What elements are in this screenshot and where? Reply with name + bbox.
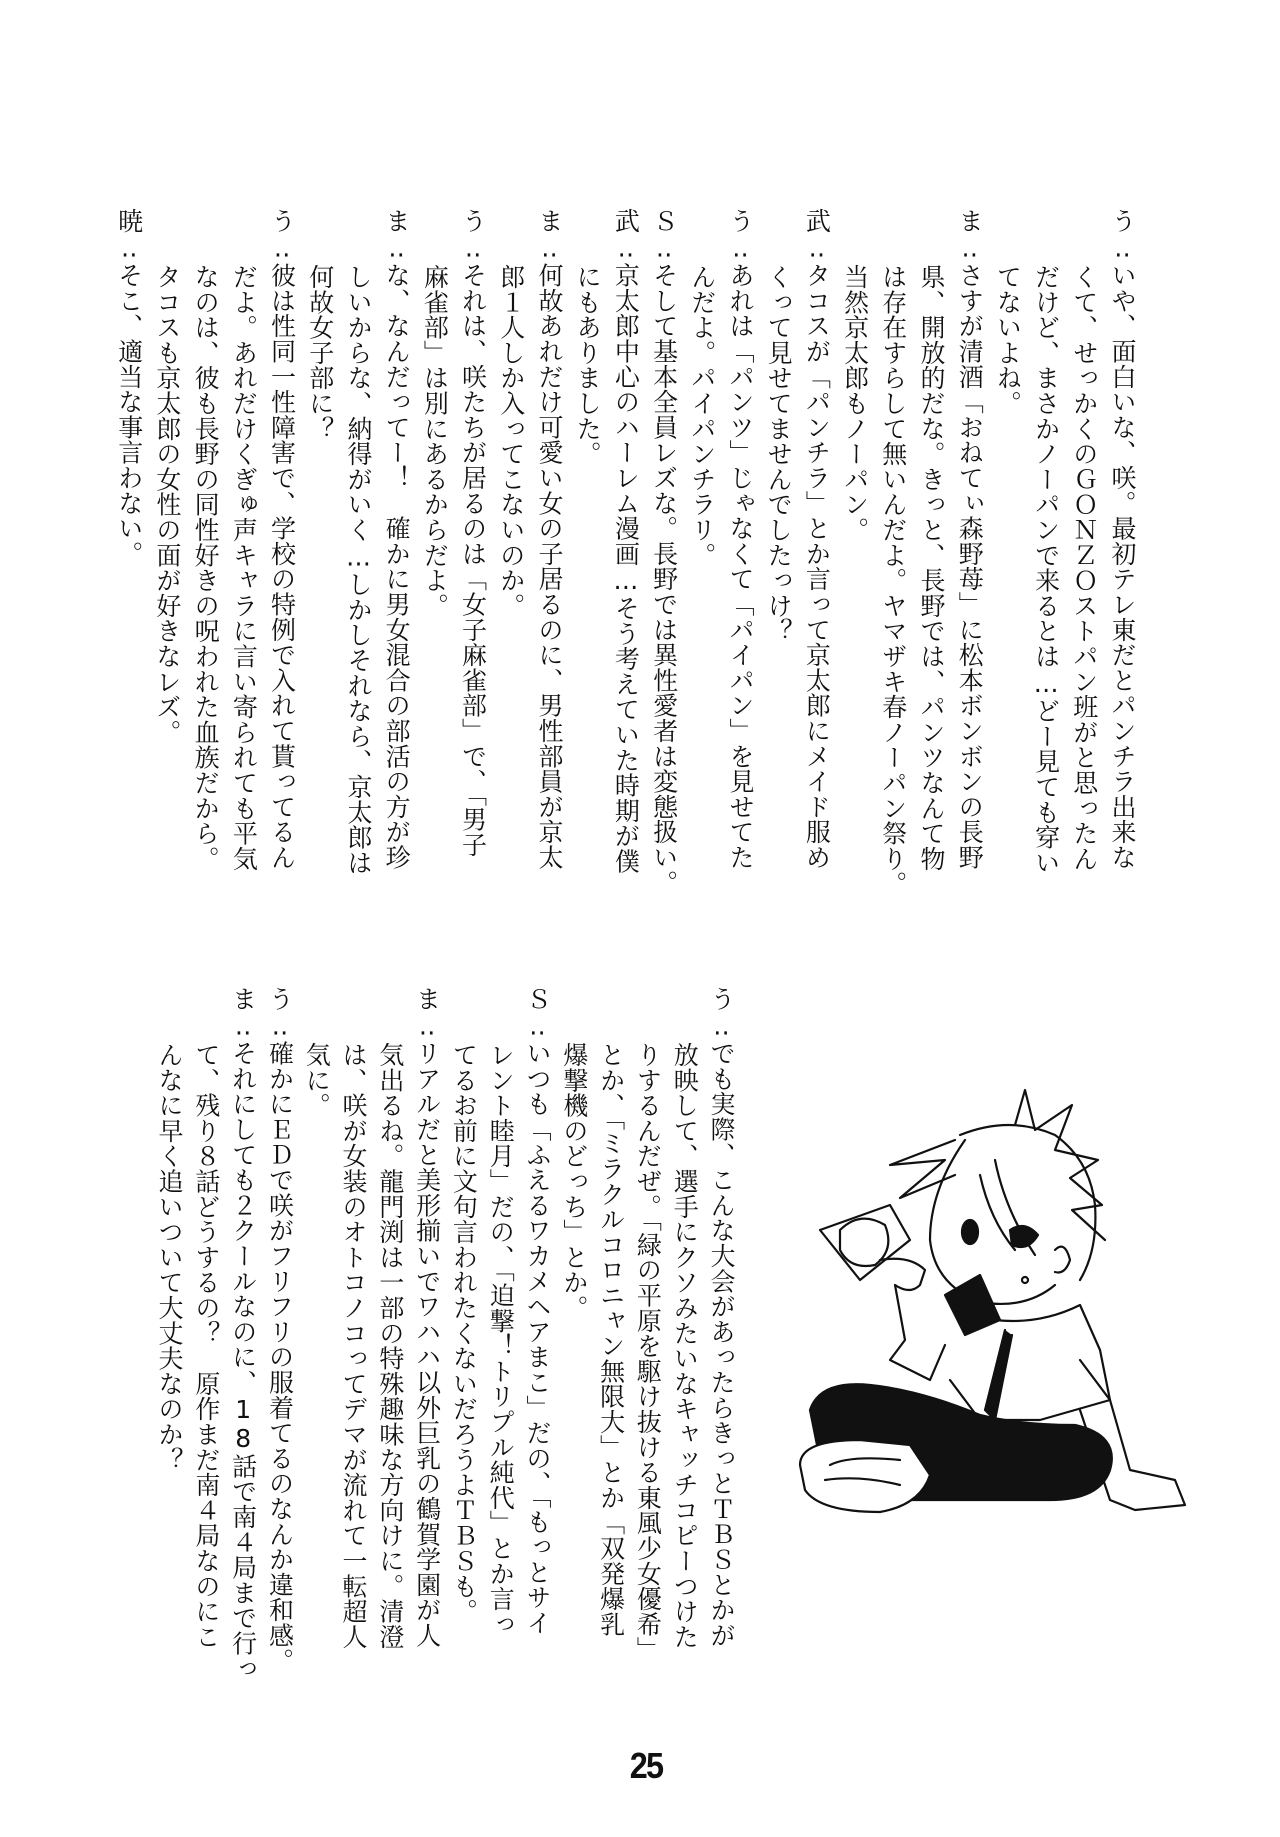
dialogue-line: しいからな、納得がいく…しかしそれなら、京太郎は <box>343 264 373 876</box>
dialogue-line-speaker: ま‥それにしても２クールなのに、18話で南４局まで行っ <box>228 986 258 1682</box>
dialogue-line: くて、せっかくのＧＯＮＺＯストパン班がと思ったん <box>1069 264 1099 872</box>
dialogue-line: んなに早く追いついて大丈夫なのか？ <box>155 1042 185 1473</box>
character-illustration <box>780 1080 1200 1520</box>
dialogue-line-speaker: ま‥何故あれだけ可愛い女の子居るのに、男性部員が京太 <box>534 208 564 870</box>
dialogue-line: くって見せてませんでしたっけ？ <box>764 264 794 644</box>
page-number: 25 <box>629 1745 663 1786</box>
dialogue-line-speaker: う‥確かにＥＤで咲がフリフリの服着てるのなんか違和感。 <box>265 986 295 1674</box>
dialogue-line: 郎１人しか入ってこないのか。 <box>496 264 526 619</box>
dialogue-line: 放映して、選手にクソみたいなキャッチコピーつけた <box>670 1042 700 1650</box>
dialogue-line-speaker: う‥でも実際、こんな大会があったらきっとＴＢＳとかが <box>707 986 736 1648</box>
dialogue-line: て、残り８話どうするの？ 原作まだ南４局なのにこ <box>191 1042 221 1650</box>
dialogue-line: 麻雀部」は別にあるからだよ。 <box>420 264 450 619</box>
dialogue-line-speaker: 暁‥そこ、適当な事言わない。 <box>114 208 144 567</box>
dialogue-line-speaker: 武‥タコスが「パンチラ」とか言って京太郎にメイド服め <box>802 208 832 870</box>
dialogue-line: 何故女子部に？ <box>305 264 335 442</box>
dialogue-line: タコスも京太郎の女性の面が好きなレズ。 <box>152 264 182 745</box>
dialogue-block-bottom <box>150 986 739 1682</box>
dialogue-line-speaker: Ｓ‥そして基本全員レズな。長野では異性愛者は変態扱い。 <box>649 208 679 896</box>
dialogue-block-top <box>110 208 1141 898</box>
dialogue-line-speaker: 武‥京太郎中心のハーレム漫画…そう考えていた時期が僕 <box>611 208 641 874</box>
dialogue-line: てないよね。 <box>993 264 1023 417</box>
dialogue-line: んだよ。パイパンチラリ。 <box>687 264 717 568</box>
dialogue-line: 爆撃機のどっち」とか。 <box>559 1042 589 1321</box>
dialogue-line: は、咲が女装のオトコノコってデマが流れて一転超人 <box>339 1042 369 1650</box>
dialogue-line-speaker: Ｓ‥いつも「ふえるワカメヘアまこ」だの、「もっとサイ <box>523 986 553 1636</box>
dialogue-line-speaker: う‥彼は性同一性障害で、学校の特例で入れて貰ってるん <box>267 208 297 870</box>
dialogue-line: りするんだぜ。「緑の平原を駆け抜ける東風少女優希」 <box>633 1042 663 1663</box>
dialogue-line: レント睦月」だの、「迫撃！トリプル純代」とか言っ <box>486 1042 516 1637</box>
dialogue-line: 当然京太郎もノーパン。 <box>840 264 870 543</box>
dialogue-line: だよ。あれだけくぎゅ声キャラに言い寄られても平気 <box>229 264 259 872</box>
dialogue-line-speaker: ま‥さすが清酒「おねてぃ森野苺」に松本ボンボンの長野 <box>955 208 985 870</box>
dialogue-line: にもありました。 <box>573 264 603 467</box>
dialogue-line: 県、開放的だな。きっと、長野では、パンツなんて物 <box>916 264 946 872</box>
dialogue-line: は存在すらして無いんだよ。ヤマザキ春ノーパン祭り。 <box>878 264 908 897</box>
dialogue-line-speaker: う‥あれは「パンツ」じゃなくて「パイパン」を見せてた <box>725 208 755 870</box>
dialogue-line: なのは、彼も長野の同性好きの呪われた血族だから。 <box>191 264 221 872</box>
dialogue-line: てるお前に文句言われたくないだろうよＴＢＳも。 <box>449 1042 479 1625</box>
dialogue-line-speaker: う‥それは、咲たちが居るのは「女子麻雀部」で、「男子 <box>458 208 488 858</box>
dialogue-line: 気に。 <box>302 1042 332 1119</box>
dialogue-line: とか、「ミラクルコロニャン無限大」とか「双発爆乳 <box>596 1042 626 1637</box>
dialogue-line-speaker: う‥いや、面白いな、咲。最初テレ東だとパンチラ出来な <box>1108 208 1137 870</box>
dialogue-line-speaker: ま‥リアルだと美形揃いでワハハ以外巨乳の鶴賀学園が人 <box>412 986 442 1648</box>
dialogue-line: 気出るね。龍門渕は一部の特殊趣味な方向けに。清澄 <box>375 1042 405 1650</box>
dialogue-line: だけど、まさかノーパンで来るとは…どー見ても穿い <box>1031 264 1061 876</box>
dialogue-line-speaker: ま‥な、なんだってー！ 確かに男女混合の部活の方が珍 <box>382 208 412 870</box>
